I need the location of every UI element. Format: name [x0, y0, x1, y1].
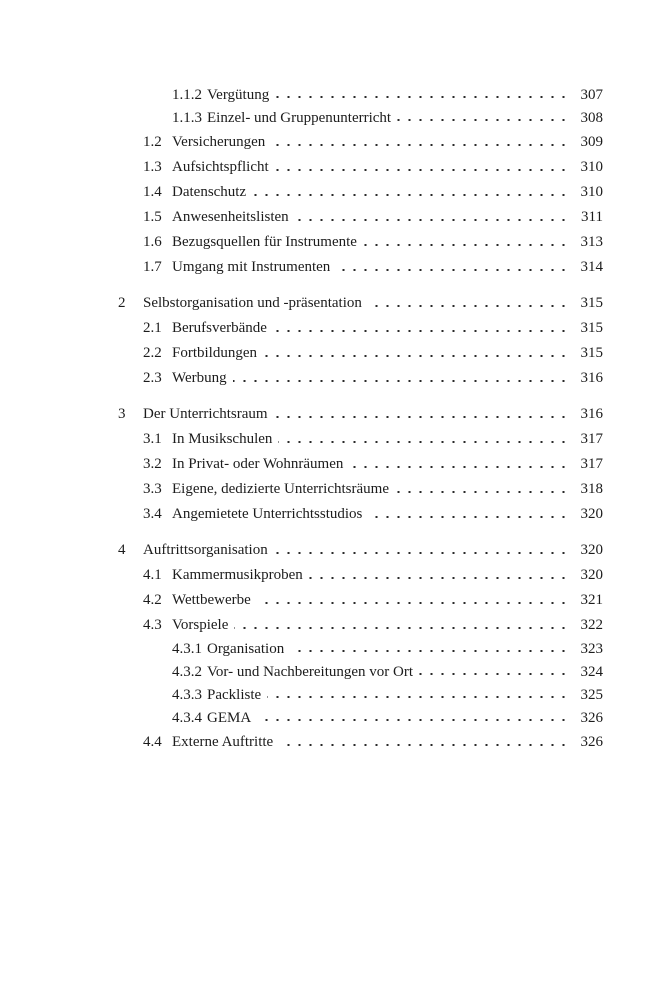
toc-entry-page-number: 317: [570, 427, 603, 452]
toc-entry-title: In Musikschulen: [172, 427, 278, 452]
toc-entry-number: 3.2: [118, 452, 172, 477]
toc-entry-title: Vergütung: [207, 84, 275, 107]
toc-entry-title: Externe Auftritte: [172, 730, 279, 755]
toc-entry-number: 1.2: [118, 130, 172, 155]
toc-entry-page-number: 315: [570, 316, 603, 341]
toc-entry-page-number: 316: [570, 366, 603, 391]
toc-entry-title: Anwesenheitslisten: [172, 205, 295, 230]
toc-entry[interactable]: [118, 130, 603, 155]
toc-entry[interactable]: [118, 684, 603, 707]
toc-entry[interactable]: [118, 730, 603, 755]
toc-entry[interactable]: [118, 291, 603, 316]
toc-entry-title: Selbstorganisation und -präsentation: [143, 291, 368, 316]
toc-entry-title: Organisation: [207, 638, 290, 661]
toc-entry-number: 4.3.1: [118, 638, 207, 661]
toc-entry-number: 4: [118, 538, 143, 563]
toc-entry[interactable]: [118, 613, 603, 638]
toc-entry-page-number: 317: [570, 452, 603, 477]
toc-entry-number: 4.3.3: [118, 684, 207, 707]
toc-entry-number: 4.4: [118, 730, 172, 755]
toc-entry-page-number: 315: [570, 341, 603, 366]
toc-entry-title: Bezugsquellen für Instrumente: [172, 230, 363, 255]
toc-entry-number: 2.2: [118, 341, 172, 366]
toc-entry-title: Vor- und Nachbereitungen vor Ort: [207, 661, 419, 684]
toc-entry-number: 4.1: [118, 563, 172, 588]
toc-entry[interactable]: [118, 316, 603, 341]
toc-entry[interactable]: [118, 588, 603, 613]
toc-entry-title: Auftrittsorganisation: [143, 538, 274, 563]
toc-entry-title: Eigene, dedizierte Unterrichtsräume: [172, 477, 395, 502]
toc-entry-page-number: 309: [570, 130, 603, 155]
toc-entry-page-number: 308: [570, 107, 603, 130]
toc-entry-title: Einzel- und Gruppenunterricht: [207, 107, 397, 130]
toc-entry-title: Der Unterrichtsraum: [143, 402, 274, 427]
toc-entry-number: 4.3: [118, 613, 172, 638]
toc-entry[interactable]: [118, 402, 603, 427]
toc-entry-title: Versicherungen: [172, 130, 271, 155]
toc-entry[interactable]: [118, 638, 603, 661]
toc-entry-page-number: 326: [570, 730, 603, 755]
toc-entry-title: Berufsverbände: [172, 316, 273, 341]
toc-entry[interactable]: [118, 563, 603, 588]
toc-entry-page-number: 307: [570, 84, 603, 107]
toc-entry-number: 3.1: [118, 427, 172, 452]
toc-entry-page-number: 320: [570, 538, 603, 563]
toc-entry-title: Fortbildungen: [172, 341, 263, 366]
toc-entry-page-number: 313: [570, 230, 603, 255]
toc-entry[interactable]: [118, 502, 603, 527]
toc-entry-number: 1.7: [118, 255, 172, 280]
toc-entry-title: Kammermusikproben: [172, 563, 309, 588]
toc-entry-page-number: 325: [570, 684, 603, 707]
toc-entry[interactable]: [118, 84, 603, 107]
toc-entry-number: 1.5: [118, 205, 172, 230]
toc-entry[interactable]: [118, 661, 603, 684]
toc-entry-number: 4.3.4: [118, 707, 207, 730]
toc-entry-number: 1.1.2: [118, 84, 207, 107]
toc-entry-page-number: 314: [570, 255, 603, 280]
toc-entry-page-number: 315: [570, 291, 603, 316]
toc-entry-title: Werbung: [172, 366, 233, 391]
toc-entry-number: 4.3.2: [118, 661, 207, 684]
toc-entry-page-number: 310: [570, 180, 603, 205]
toc-entry-number: 3.4: [118, 502, 172, 527]
toc-entry[interactable]: [118, 107, 603, 130]
toc-entry-number: 3.3: [118, 477, 172, 502]
toc-entry-title: Vorspiele: [172, 613, 234, 638]
toc-entry-number: 1.1.3: [118, 107, 207, 130]
toc-entry[interactable]: [118, 427, 603, 452]
toc-entry-page-number: 310: [570, 155, 603, 180]
toc-entry-title: Datenschutz: [172, 180, 252, 205]
toc-entry-title: Angemietete Unterrichtsstudios: [172, 502, 368, 527]
toc-entry-title: Packliste: [207, 684, 267, 707]
toc-entry-number: 1.6: [118, 230, 172, 255]
toc-entry[interactable]: [118, 477, 603, 502]
toc-entry-number: 3: [118, 402, 143, 427]
toc-entry-number: 2.1: [118, 316, 172, 341]
toc-entry[interactable]: [118, 205, 603, 230]
toc-entry-title: Umgang mit Instrumenten: [172, 255, 336, 280]
toc-entry-title: Aufsichtspflicht: [172, 155, 275, 180]
toc-entry-page-number: 320: [570, 502, 603, 527]
toc-entry-number: 2.3: [118, 366, 172, 391]
toc-entry[interactable]: [118, 452, 603, 477]
toc-entry-title: Wettbewerbe: [172, 588, 257, 613]
toc-entry-number: 1.3: [118, 155, 172, 180]
toc-entry-page-number: 326: [570, 707, 603, 730]
toc-entry[interactable]: [118, 341, 603, 366]
toc-entry-page-number: 320: [570, 563, 603, 588]
toc-entry-number: 4.2: [118, 588, 172, 613]
toc-entry-page-number: 318: [570, 477, 603, 502]
toc-entry-title: GEMA: [207, 707, 257, 730]
table-of-contents: [118, 84, 603, 755]
toc-entry-number: 2: [118, 291, 143, 316]
toc-entry-title: In Privat- oder Wohnräumen: [172, 452, 349, 477]
toc-entry-page-number: 311: [570, 205, 603, 230]
toc-entry[interactable]: [118, 707, 603, 730]
toc-entry[interactable]: [118, 155, 603, 180]
toc-entry-page-number: 322: [570, 613, 603, 638]
toc-entry-number: 1.4: [118, 180, 172, 205]
toc-entry[interactable]: [118, 180, 603, 205]
toc-entry-page-number: 321: [570, 588, 603, 613]
toc-entry[interactable]: [118, 366, 603, 391]
toc-entry-page-number: 323: [570, 638, 603, 661]
toc-entry[interactable]: [118, 538, 603, 563]
toc-entry-page-number: 316: [570, 402, 603, 427]
toc-entry[interactable]: [118, 255, 603, 280]
toc-entry-page-number: 324: [570, 661, 603, 684]
toc-entry[interactable]: [118, 230, 603, 255]
